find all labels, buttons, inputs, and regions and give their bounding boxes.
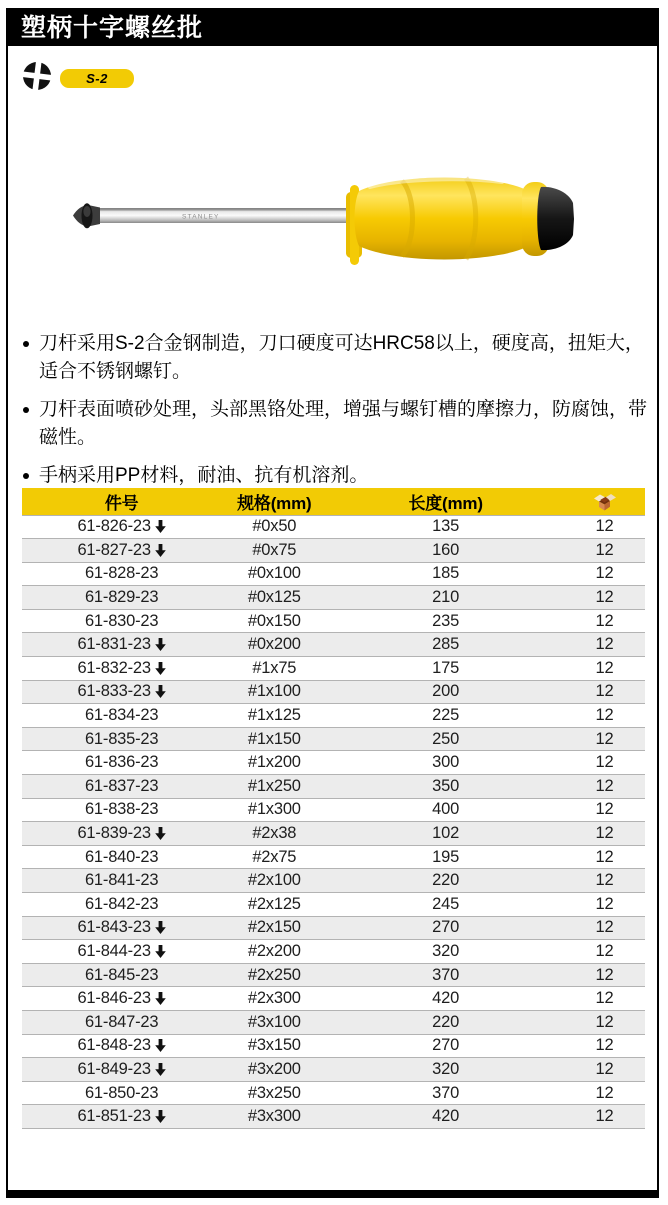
phillips-tip <box>73 203 100 228</box>
part-number-cell: 61-839-23 <box>22 822 221 846</box>
table-row <box>22 586 645 610</box>
screwdriver-handle <box>346 178 574 266</box>
table-row <box>22 562 645 586</box>
qty-cell: 12 <box>564 775 645 799</box>
part-number-cell: 61-845-23 <box>22 963 221 987</box>
part-number-cell: 61-848-23 <box>22 1034 221 1058</box>
table-row <box>22 1058 645 1082</box>
down-arrow-icon <box>155 685 166 698</box>
part-number-cell: 61-842-23 <box>22 893 221 917</box>
table-row <box>22 633 645 657</box>
table-row <box>22 1034 645 1058</box>
phillips-bit-icon <box>22 61 52 96</box>
qty-cell: 12 <box>564 987 645 1011</box>
table-row <box>22 940 645 964</box>
down-arrow-icon <box>155 945 166 958</box>
part-number-cell: 61-838-23 <box>22 798 221 822</box>
product-image <box>70 170 590 280</box>
part-number-cell: 61-826-23 <box>22 515 221 539</box>
table-row <box>22 704 645 728</box>
spec-cell: #3x100 <box>221 1010 327 1034</box>
spec-cell: #3x300 <box>221 1105 327 1129</box>
table-row <box>22 822 645 846</box>
part-number-cell: 61-841-23 <box>22 869 221 893</box>
part-number-cell: 61-833-23 <box>22 680 221 704</box>
length-cell: 320 <box>327 940 564 964</box>
qty-cell: 12 <box>564 539 645 563</box>
qty-cell: 12 <box>564 680 645 704</box>
spec-cell: #1x200 <box>221 751 327 775</box>
qty-cell: 12 <box>564 822 645 846</box>
spec-cell: #0x75 <box>221 539 327 563</box>
length-cell: 175 <box>327 657 564 681</box>
length-cell: 270 <box>327 916 564 940</box>
spec-cell: #2x38 <box>221 822 327 846</box>
length-cell: 185 <box>327 562 564 586</box>
qty-cell: 12 <box>564 940 645 964</box>
shaft-brand-text: STANLEY <box>182 213 220 221</box>
length-cell: 400 <box>327 798 564 822</box>
part-number-cell: 61-835-23 <box>22 727 221 751</box>
qty-cell: 12 <box>564 586 645 610</box>
part-number-cell: 61-828-23 <box>22 562 221 586</box>
feature-item: 刀杆表面喷砂处理，头部黑铬处理，增强与螺钉槽的摩擦力，防腐蚀，带磁性。 <box>22 396 649 452</box>
length-cell: 235 <box>327 609 564 633</box>
page-title-bar <box>8 8 657 46</box>
table-row <box>22 539 645 563</box>
length-cell: 195 <box>327 845 564 869</box>
down-arrow-icon <box>155 662 166 675</box>
table-row <box>22 1010 645 1034</box>
table-row <box>22 869 645 893</box>
header-spec: 规格(mm) <box>221 488 327 515</box>
spec-cell: #3x150 <box>221 1034 327 1058</box>
spec-cell: #0x50 <box>221 515 327 539</box>
table-row <box>22 515 645 539</box>
down-arrow-icon <box>155 1039 166 1052</box>
part-number-cell: 61-830-23 <box>22 609 221 633</box>
spec-cell: #2x100 <box>221 869 327 893</box>
table-row <box>22 798 645 822</box>
part-number-cell: 61-850-23 <box>22 1081 221 1105</box>
length-cell: 420 <box>327 987 564 1011</box>
part-number-cell: 61-837-23 <box>22 775 221 799</box>
spec-table <box>22 488 645 1129</box>
spec-cell: #3x250 <box>221 1081 327 1105</box>
down-arrow-icon <box>155 520 166 533</box>
table-row <box>22 775 645 799</box>
qty-cell: 12 <box>564 1010 645 1034</box>
length-cell: 220 <box>327 1010 564 1034</box>
qty-cell: 12 <box>564 609 645 633</box>
brand-row <box>22 63 134 93</box>
spec-table-body <box>22 515 645 1128</box>
qty-cell: 12 <box>564 704 645 728</box>
spec-cell: #1x250 <box>221 775 327 799</box>
table-row <box>22 727 645 751</box>
part-number-cell: 61-840-23 <box>22 845 221 869</box>
qty-cell: 12 <box>564 1034 645 1058</box>
length-cell: 160 <box>327 539 564 563</box>
carton-box-icon <box>592 491 618 510</box>
part-number-cell: 61-846-23 <box>22 987 221 1011</box>
feature-item: 手柄采用PP材料，耐油、抗有机溶剂。 <box>22 462 649 490</box>
qty-cell: 12 <box>564 798 645 822</box>
table-row <box>22 916 645 940</box>
qty-cell: 12 <box>564 633 645 657</box>
length-cell: 370 <box>327 963 564 987</box>
spec-cell: #2x250 <box>221 963 327 987</box>
down-arrow-icon <box>155 992 166 1005</box>
spec-cell: #3x200 <box>221 1058 327 1082</box>
spec-cell: #1x125 <box>221 704 327 728</box>
bottom-bar <box>8 1190 657 1198</box>
spec-cell: #1x100 <box>221 680 327 704</box>
part-number-cell: 61-829-23 <box>22 586 221 610</box>
length-cell: 210 <box>327 586 564 610</box>
qty-cell: 12 <box>564 727 645 751</box>
part-number-cell: 61-834-23 <box>22 704 221 728</box>
qty-cell: 12 <box>564 845 645 869</box>
length-cell: 200 <box>327 680 564 704</box>
page-title: 塑柄十字螺丝批 <box>21 14 204 42</box>
qty-cell: 12 <box>564 562 645 586</box>
catalog-page <box>6 8 659 1198</box>
header-part-number: 件号 <box>22 488 221 515</box>
spec-cell: #1x150 <box>221 727 327 751</box>
qty-cell: 12 <box>564 916 645 940</box>
part-number-cell: 61-843-23 <box>22 916 221 940</box>
qty-cell: 12 <box>564 963 645 987</box>
length-cell: 225 <box>327 704 564 728</box>
table-row <box>22 680 645 704</box>
header-length: 长度(mm) <box>327 488 564 515</box>
part-number-cell: 61-827-23 <box>22 539 221 563</box>
table-row <box>22 987 645 1011</box>
length-cell: 270 <box>327 1034 564 1058</box>
length-cell: 320 <box>327 1058 564 1082</box>
qty-cell: 12 <box>564 1105 645 1129</box>
down-arrow-icon <box>155 921 166 934</box>
spec-cell: #2x200 <box>221 940 327 964</box>
part-number-cell: 61-847-23 <box>22 1010 221 1034</box>
table-row <box>22 893 645 917</box>
spec-cell: #1x300 <box>221 798 327 822</box>
spec-cell: #2x150 <box>221 916 327 940</box>
header-qty <box>564 488 645 515</box>
feature-list <box>22 330 649 500</box>
length-cell: 250 <box>327 727 564 751</box>
length-cell: 135 <box>327 515 564 539</box>
part-number-cell: 61-831-23 <box>22 633 221 657</box>
steel-grade-badge: S-2 <box>60 69 134 88</box>
table-row <box>22 751 645 775</box>
part-number-cell: 61-851-23 <box>22 1105 221 1129</box>
down-arrow-icon <box>155 638 166 651</box>
spec-cell: #1x75 <box>221 657 327 681</box>
qty-cell: 12 <box>564 869 645 893</box>
length-cell: 420 <box>327 1105 564 1129</box>
down-arrow-icon <box>155 544 166 557</box>
length-cell: 285 <box>327 633 564 657</box>
down-arrow-icon <box>155 1063 166 1076</box>
qty-cell: 12 <box>564 893 645 917</box>
part-number-cell: 61-844-23 <box>22 940 221 964</box>
spec-cell: #0x100 <box>221 562 327 586</box>
table-row <box>22 963 645 987</box>
length-cell: 300 <box>327 751 564 775</box>
part-number-cell: 61-832-23 <box>22 657 221 681</box>
part-number-cell: 61-836-23 <box>22 751 221 775</box>
spec-cell: #0x200 <box>221 633 327 657</box>
qty-cell: 12 <box>564 1081 645 1105</box>
length-cell: 102 <box>327 822 564 846</box>
table-row <box>22 1081 645 1105</box>
length-cell: 245 <box>327 893 564 917</box>
spec-cell: #2x125 <box>221 893 327 917</box>
qty-cell: 12 <box>564 751 645 775</box>
table-row <box>22 657 645 681</box>
page-content <box>8 46 657 1190</box>
length-cell: 370 <box>327 1081 564 1105</box>
spec-cell: #0x150 <box>221 609 327 633</box>
qty-cell: 12 <box>564 1058 645 1082</box>
length-cell: 220 <box>327 869 564 893</box>
spec-cell: #2x75 <box>221 845 327 869</box>
spec-cell: #0x125 <box>221 586 327 610</box>
down-arrow-icon <box>155 827 166 840</box>
qty-cell: 12 <box>564 515 645 539</box>
length-cell: 350 <box>327 775 564 799</box>
spec-cell: #2x300 <box>221 987 327 1011</box>
table-row <box>22 1105 645 1129</box>
handle-end-cap <box>537 187 574 250</box>
feature-item: 刀杆采用S-2合金钢制造，刀口硬度可达HRC58以上，硬度高，扭矩大，适合不锈钢螺钉。 <box>22 330 649 386</box>
down-arrow-icon <box>155 1110 166 1123</box>
table-row <box>22 845 645 869</box>
part-number-cell: 61-849-23 <box>22 1058 221 1082</box>
qty-cell: 12 <box>564 657 645 681</box>
spec-table-header-row <box>22 488 645 515</box>
table-row <box>22 609 645 633</box>
